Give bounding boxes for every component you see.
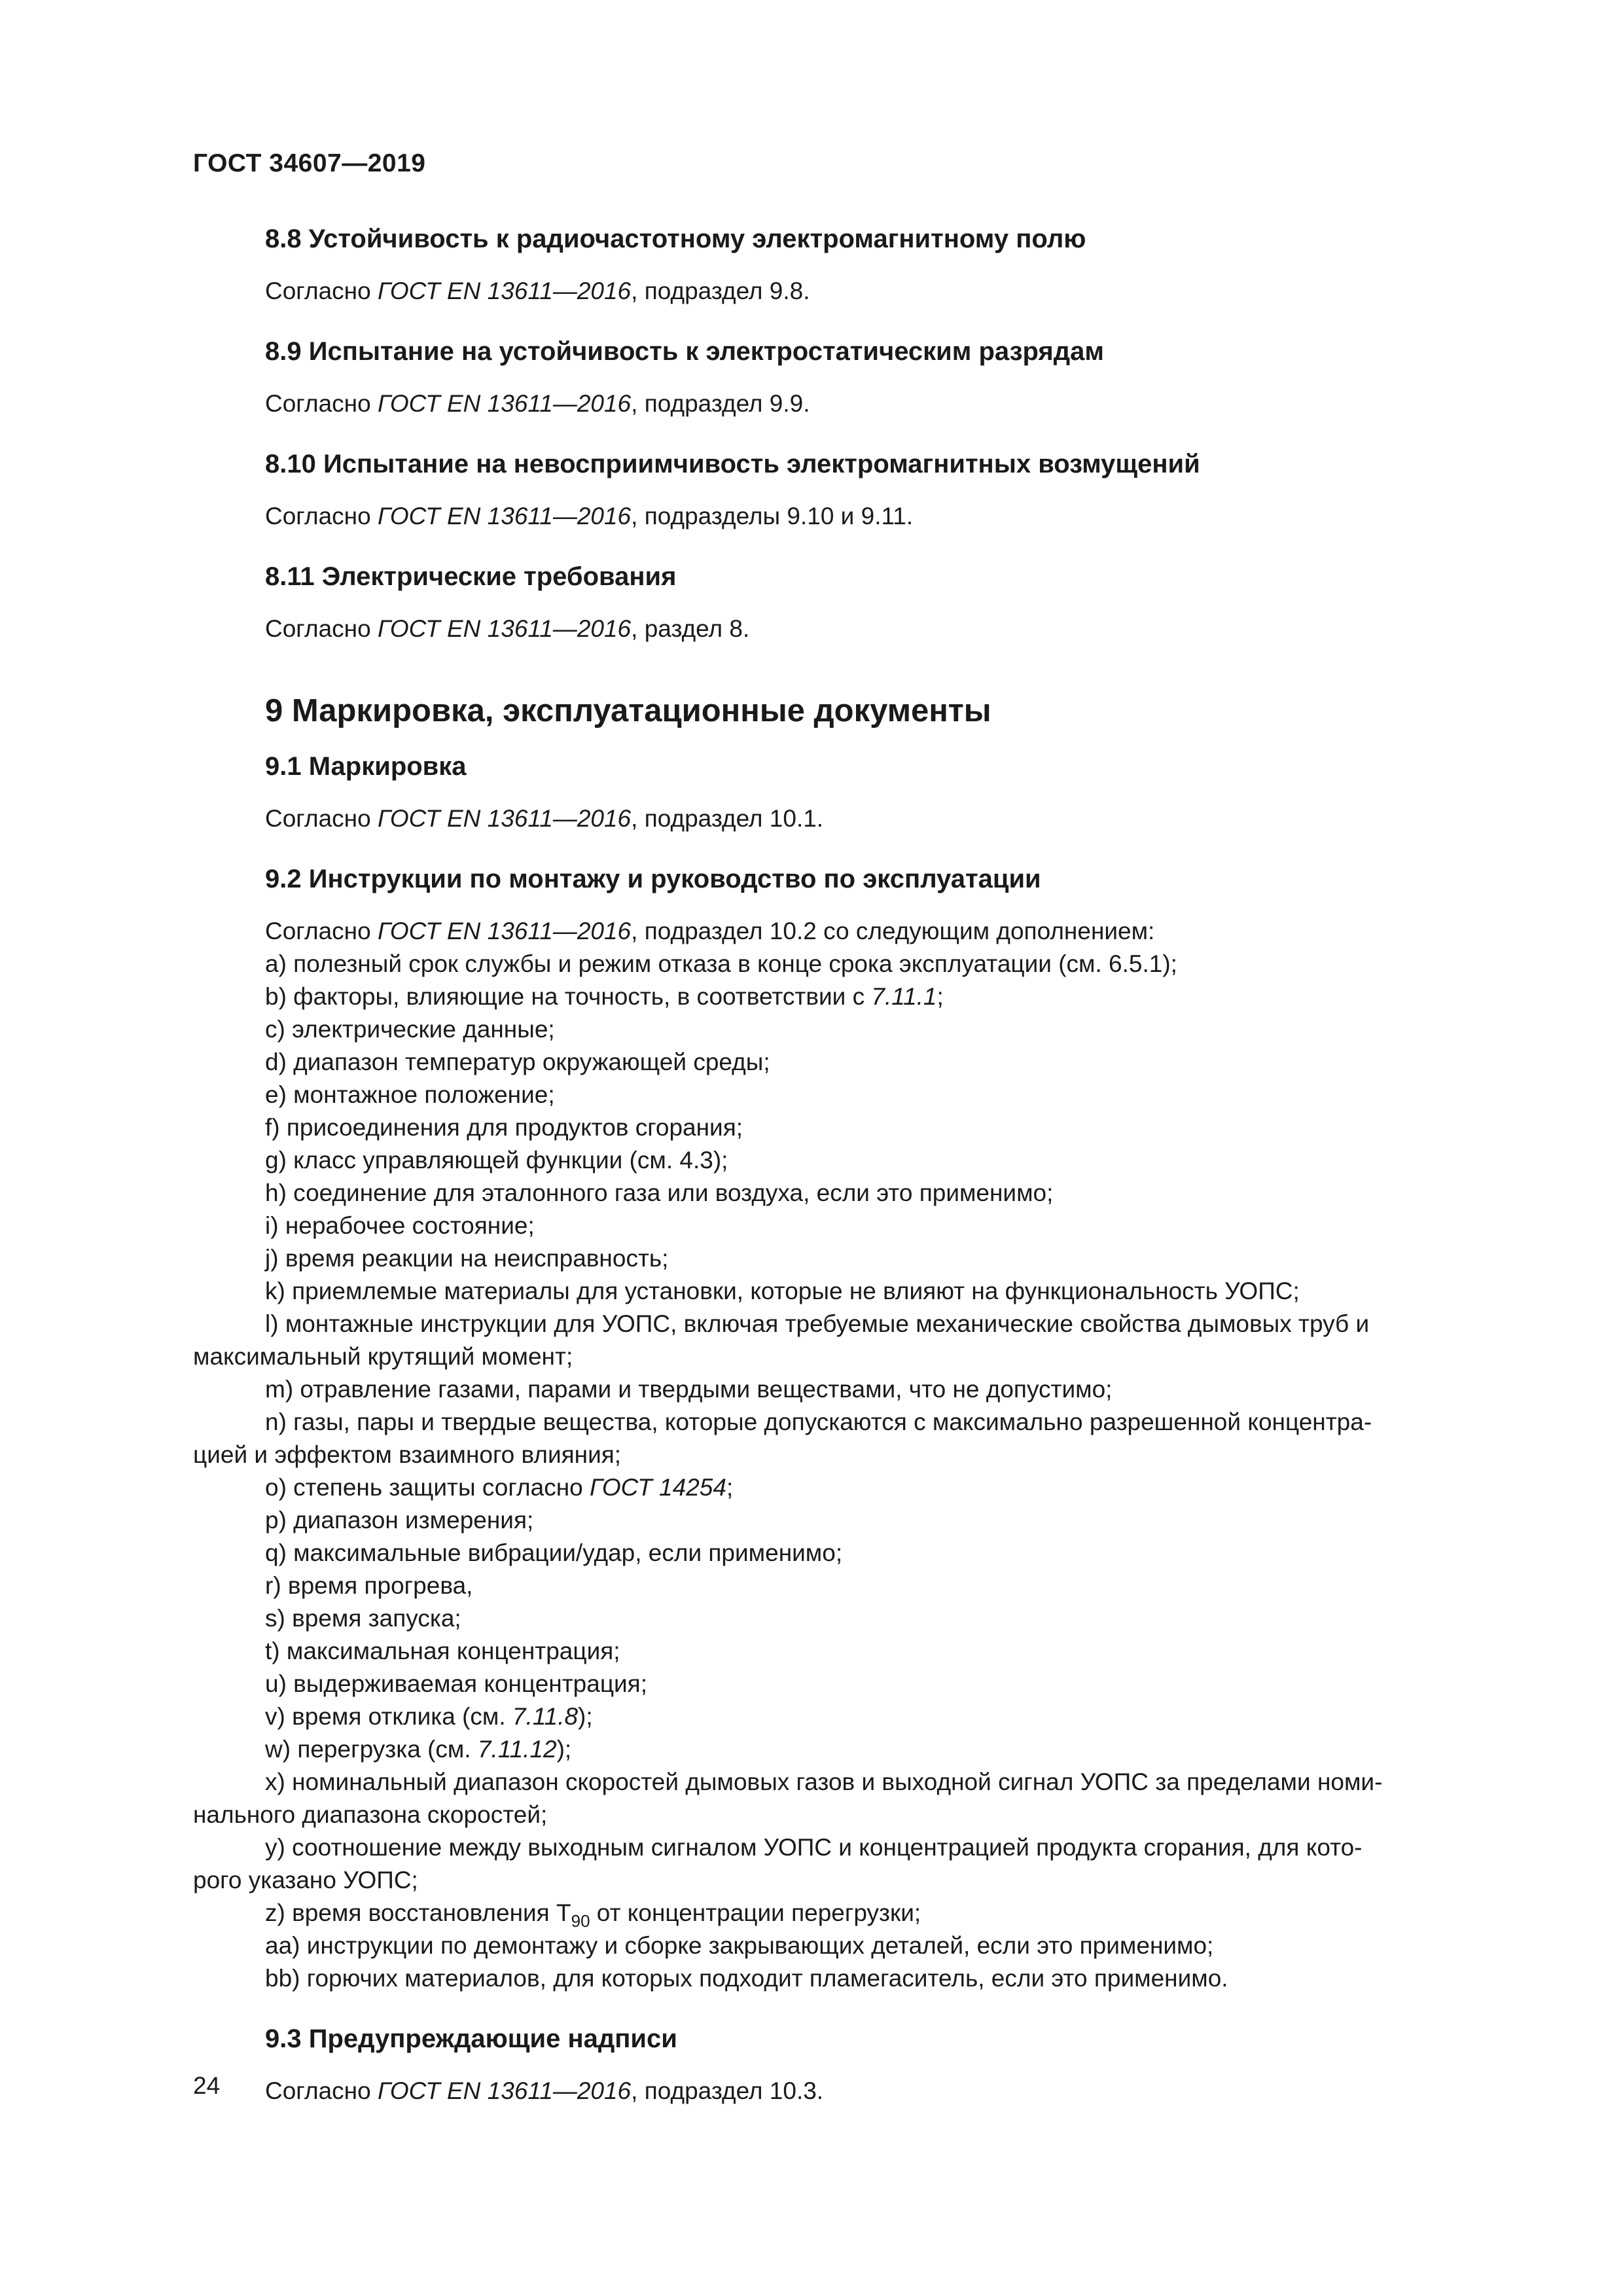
- list-item: p) диапазон измерения;: [265, 1507, 534, 1534]
- list-item: w) перегрузка (см. 7.11.12);: [265, 1736, 572, 1763]
- document-number: ГОСТ 34607—2019: [193, 149, 426, 177]
- list-item: i) нерабочее состояние;: [265, 1212, 535, 1239]
- standard-reference: ГОСТ EN 13611—2016: [377, 615, 632, 642]
- standard-reference: ГОСТ EN 13611—2016: [377, 805, 632, 832]
- standard-reference: ГОСТ EN 13611—2016: [377, 2077, 632, 2104]
- section-8-11-text: Согласно ГОСТ EN 13611—2016, раздел 8.: [265, 615, 750, 642]
- section-8-11-title: 8.11 Электрические требования: [265, 562, 677, 591]
- standard-reference: ГОСТ EN 13611—2016: [377, 278, 632, 304]
- list-item-continuation: нального диапазона скоростей;: [193, 1801, 548, 1828]
- standard-reference: ГОСТ EN 13611—2016: [377, 503, 632, 529]
- section-8-10-title: 8.10 Испытание на невосприимчивость электромагнитных возмущений: [265, 450, 1200, 478]
- list-item: j) время реакции на неисправность;: [265, 1245, 669, 1272]
- list-item: aa) инструкции по демонтажу и сборке закрывающих деталей, если это применимо;: [265, 1932, 1214, 1959]
- list-item: a) полезный срок службы и режим отказа в конце срока эксплуатации (см. 6.5.1);: [265, 950, 1177, 977]
- list-item: bb) горючих материалов, для которых подходит пламегаситель, если это применимо.: [265, 1965, 1228, 1992]
- list-item: n) газы, пары и твердые вещества, которые допускаются с максимально разрешенной концентра-: [265, 1408, 1372, 1435]
- list-item: x) номинальный диапазон скоростей дымовых газов и выходной сигнал УОПС за пределами номи-: [265, 1768, 1383, 1795]
- section-9-3-title: 9.3 Предупреждающие надписи: [265, 2024, 677, 2053]
- section-9-1-text: Согласно ГОСТ EN 13611—2016, подраздел 10.1.: [265, 805, 824, 832]
- section-9-2-intro: Согласно ГОСТ EN 13611—2016, подраздел 10.2 со следующим дополнением:: [265, 918, 1155, 944]
- list-item: q) максимальные вибрации/удар, если применимо;: [265, 1539, 843, 1566]
- list-item: h) соединение для эталонного газа или воздуха, если это применимо;: [265, 1179, 1054, 1206]
- list-item: m) отравление газами, парами и твердыми веществами, что не допустимо;: [265, 1376, 1113, 1403]
- section-8-10-text: Согласно ГОСТ EN 13611—2016, подразделы 9.10 и 9.11.: [265, 503, 914, 529]
- list-item: c) электрические данные;: [265, 1016, 555, 1043]
- list-item: o) степень защиты согласно ГОСТ 14254;: [265, 1474, 734, 1501]
- list-item: z) время восстановления $T_{90}$ от концентрации перегрузки;: [265, 1899, 921, 1931]
- list-item: r) время прогрева,: [265, 1572, 473, 1599]
- section-9-title: 9 Маркировка, эксплуатационные документы: [265, 693, 991, 728]
- list-item: s) время запуска;: [265, 1605, 461, 1632]
- list-item: y) соотношение между выходным сигналом УОПС и концентрацией продукта сгорания, для кото-: [265, 1834, 1363, 1861]
- section-9-2-title: 9.2 Инструкции по монтажу и руководство по эксплуатации: [265, 865, 1041, 893]
- list-item-continuation: максимальный крутящий момент;: [193, 1343, 573, 1370]
- list-item: e) монтажное положение;: [265, 1081, 555, 1108]
- standard-reference: ГОСТ EN 13611—2016: [377, 918, 632, 944]
- standard-reference: ГОСТ EN 13611—2016: [377, 390, 632, 417]
- list-item: g) класс управляющей функции (см. 4.3);: [265, 1147, 728, 1174]
- section-8-8-text: Согласно ГОСТ EN 13611—2016, подраздел 9.8.: [265, 278, 810, 304]
- page-content: [193, 223, 1499, 2108]
- list-item: t) максимальная концентрация;: [265, 1638, 620, 1664]
- section-8-8-title: 8.8 Устойчивость к радиочастотному электромагнитному полю: [265, 224, 1086, 253]
- section-9-3-text: Согласно ГОСТ EN 13611—2016, подраздел 10.3.: [265, 2077, 824, 2104]
- section-8-9-title: 8.9 Испытание на устойчивость к электростатическим разрядам: [265, 337, 1104, 366]
- list-item: f) присоединения для продуктов сгорания;: [265, 1114, 743, 1141]
- list-item: b) факторы, влияющие на точность, в соответствии с 7.11.1;: [265, 983, 944, 1010]
- section-9-1-title: 9.1 Маркировка: [265, 752, 467, 781]
- list-item: u) выдерживаемая концентрация;: [265, 1670, 647, 1697]
- section-8-9-text: Согласно ГОСТ EN 13611—2016, подраздел 9.9.: [265, 390, 810, 417]
- list-item: l) монтажные инструкции для УОПС, включая требуемые механические свойства дымовых труб и: [265, 1310, 1370, 1337]
- list-item-continuation: рого указано УОПС;: [193, 1867, 418, 1893]
- page-number: 24: [193, 2072, 221, 2099]
- list-item: k) приемлемые материалы для установки, которые не влияют на функциональность УОПС;: [265, 1278, 1300, 1304]
- list-item-continuation: цией и эффектом взаимного влияния;: [193, 1441, 622, 1468]
- list-item: v) время отклика (см. 7.11.8);: [265, 1703, 593, 1730]
- list-item: d) диапазон температур окружающей среды;: [265, 1049, 770, 1075]
